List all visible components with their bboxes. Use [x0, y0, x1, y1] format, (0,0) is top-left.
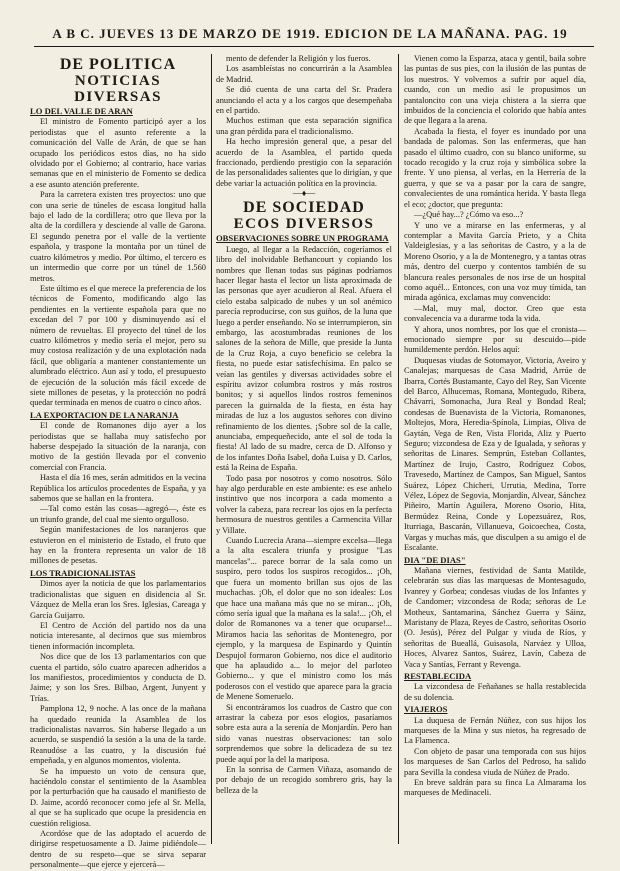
- column-2: [216, 54, 392, 844]
- subheading: LOS TRADICIONALISTAS: [30, 567, 136, 578]
- paragraph: —¿Qué hay...? ¿Cómo va eso...?: [414, 210, 524, 220]
- paragraph: —Mal, muy mal, doctor. Creo que esta convalecencia va a durarme toda la vida.: [404, 303, 586, 324]
- section-kicker: DE POLITICA: [59, 56, 177, 73]
- paragraph: Nos dice que de los 13 parlamentarios con que cuenta el partido, sólo cuatro aparecen adheridos a los manifiestos, procedimientos y conducta de D. Jaime; y son los Sres. Bilbao, Argent, Junyent y Trías.: [30, 652, 206, 703]
- subheading: DIA "DE DIAS": [404, 554, 466, 565]
- subheading: LA EXPORTACION DE LA NARANJA: [30, 409, 179, 420]
- section-title: ECOS DIVERSOS: [233, 216, 375, 233]
- column-3: [404, 54, 586, 844]
- header-rule: [34, 46, 594, 47]
- paragraph: Acabada la fiesta, el foyer es inundado por una bandada de palomas. Son las enfermeras, que han pasado el último cuadro, con su blanco uniforme, su tocado recogido y la cruz roja y simbólica sobre la frente. Y uno piensa, al verlas, en la Herrería de la guerra, y que se va a pasar por la cara de sangre, convalecientes de una romántica herida. Y basta llega el eco; ¿doctor, que pregunta:: [404, 126, 586, 209]
- subheading: VIAJEROS: [404, 704, 448, 715]
- paragraph: Duquesas viudas de Sotomayor, Victoria, Aveiro y Canalejas; marquesas de Casa Madrid, Arrúe de Ibarra, Cortés Bustamante, Cayo del Rey, San Vicente del Barco, Alhucemas, Romana, Montegudo, Ribera, Chávarri, Somonacha, Jura Real y Bondad Real; condesas de Buenavista de la Victoria, Romanones, Moltejos, Mora, Heredia-Spínola, Limpias, Oliva de Gaytán, Vega de Ren, Vista Florida, Aliz y Puerto Seguro; vizcondesa de Eza y de Igualada, y señoras y señoritas de Linares. Semprún, Esteban Collantes, Martínez de Irujo, Castro, Rodríguez Cobos, Travesedo, Martínez de Campos, San Miguel, Santos Suárez, López Chicheri, Urrutia, Medina, Torre Vélez, López de Segovia, Monjardín, Alvear, Sánchez Piñeiro, Martín Aguilera, Moreno Osorio, Hita, Bermúdez Reina, Conde y Lopezsuárez, Ros, Iturriaga, Bascarán, Villanueva, Goicoechea, Costa, Vargas y muchas más, que disculpen a su amigo el de Escalante.: [404, 355, 586, 553]
- paragraph: El conde de Romanones dijo ayer a los periodistas que se hallaba muy satisfecho por haberse despejado la situación de la naranja, con motivo de la gestión llevada por el convenio comercial con Francia.: [30, 421, 206, 472]
- paragraph: Dimos ayer la noticia de que los parlamentarios tradicionalistas que siguen en disidencia al Sr. Vázquez de Mella eran los Sres. Iglesias, Careaga y García Guijarro.: [30, 579, 206, 620]
- paragraph: Pamplona 12, 9 noche. A las once de la mañana ha quedado reunida la Asamblea de los tradicionalistas navarros. Sin haberse llegado a un acuerdo, se suspendió la sesión a la una de la tarde. Reanudóse a las cuatro, y la discusión fué empeñada, y en algunos momentos, violenta.: [30, 704, 206, 766]
- paragraph: Hasta el día 16 mes, serán admitidos en la vecina República los artículos procedentes de España, y ya sabemos que se hallan en la frontera.: [30, 473, 206, 504]
- column-divider: [211, 54, 212, 844]
- paragraph: Mañana viernes, festividad de Santa Matilde, celebrarán sus días las marquesas de Montesagudo, Ivanrey y Gorbea; condesas viudas de los Infantes y de Candomer; vizcondesa de Roda; señoras de Le Motheux, Santamarina, Sánchez Guerra y Sáinz, Maristany de Plaza, Reyes de Castro, señoritas Osorio (O. Jesús), Pérez del Pulgar y viuda de Ríos, y señoritas de Bueallá, Guisasola, Narváez y Ulloa, Hoces, Alvarez Santos, Suárez, Lavín, Cabeza de Vaca y Santías, Ferrant y Revenga.: [404, 565, 586, 669]
- paragraph: Muchos estiman que esta separación significa una gran pérdida para el tradicionalismo.: [216, 116, 392, 136]
- subheading: LO DEL VALLE DE ARAN: [30, 106, 133, 116]
- column-1: [30, 54, 206, 870]
- section-title: NOTICIAS DIVERSAS: [74, 73, 162, 105]
- paragraph: Se dió cuenta de una carta del Sr. Pradera anunciando el acta y a los cargos que desempeñaba en el partido.: [216, 85, 392, 116]
- paragraph: Luego, al llegar a la Redacción, cogeríamos el libro del inolvidable Bethancourt y copiando los nombres que llenan todas sus páginas podríamos hacer llegar hasta el lector un lista aproximada de las personas que ayer acudieron al Real. Afuera el cielo estaba salpicado de nubes y un sol anémico parecía reproducirse, con sus guiños, de la luna que luego a perder enseñando. No se interrumpieron, sin embargo, las acostumbradas reuniones de los salones de la señora de Mille, que preside la Junta de la Cruz Roja, a cuyo beneficio se celebra la fiesta, no puede estar satisfechísima. En palco se veían las gentiles y diversas actividades sobre el espíritu avizor columbra rostros y más rostros bonitos; y si aquellos lindos rostros femeninos parecen la guirnalda de la fiesta, en ésta hay miradas de luz a los augustos señores con divino refinamiento de los dientes. ¡Sobre sol de la calle, anunciaba, empequeñecido, ante el sol de toda la fiesta! Al lado de su madre, cerca de D. Alfonso y de los infantes Doña Isabel, doña Luisa y D. Carlos, está la Reina de España.: [216, 244, 392, 473]
- subheading: OBSERVACIONES SOBRE UN PROGRAMA: [216, 233, 389, 244]
- paragraph: Y uno ve a mirarse en las enfermeras, y al contemplar a Mavita García Prieto, y a Chita Valdeiglesias, y a las señoritas de Castro, y a la de Moreno Osorio, y a la de Montenegro, y a tantas otras más, dentro del cuerpo y contentos también de su blancura reales personales de nos irse de un hospital como aquél... Entonces, con una voz muy tímida, tan mirada agónica, exclamas muy convencido:: [404, 220, 586, 303]
- paragraph: El ministro de Fomento participó ayer a los periodistas que el asunto referente a la comunicación del Valle de Arán, de que se han ocupado los periódicos estos días, no ha sido olvidado por el Gobierno; al contrario, hace varias semanas que en el ministerio de Fomento se dedica a ese asunto atención preferente.: [30, 117, 206, 189]
- paragraph: La duquesa de Fernán Núñez, con sus hijos los marqueses de la Mina y sus nietos, ha regresado de La Flamenca.: [404, 715, 586, 746]
- paragraph: En breve saldrán para su finca La Almarama los marqueses de Medinaceli.: [404, 778, 586, 798]
- paragraph: Con objeto de pasar una temporada con sus hijos los marqueses de San Carlos del Pedroso, ha salido para Sevilla la condesa viuda de Núñez de Prado.: [404, 746, 586, 777]
- paragraph: Según manifestaciones de los naranjeros que estuvieron en el ministerio de Estado, el fruto que hay en la frontera representa un valor de 18 millones de pesetas.: [30, 525, 206, 566]
- paragraph: La vizcondesa de Feñañanes se halla restablecida de su dolencia.: [404, 682, 586, 702]
- paragraph: Todo pasa por nosotros y como nosotros. Sólo hay algo perdurable en este ambiente: es ese anhelo instintivo que nos incorpora a cada momento a volver la cabeza, para recrear los ojos en la perfecta hermosura de nuestros gentiles a Carmencita Villar y Villate.: [216, 473, 392, 535]
- paragraph: El Centro de Acción del partido nos da una noticia interesante, al decirnos que sus miembros tienen información incompleta.: [30, 620, 206, 651]
- paragraph: mento de defender la Religión y los fueros.: [226, 54, 371, 63]
- paragraph: Acordóse que de las adoptado el acuerdo de dirigirse respetuosamente a D. Jaime pidiéndole—dentro de su respeto—que se sirva separar personalmente—que ejerce y ejercerá—: [30, 829, 206, 870]
- subheading: RESTABLECIDA: [404, 670, 472, 681]
- paragraph: Se ha impuesto un voto de censura que, haciéndolo constar el sentimiento de la Asamblea por la perturbación que ha causado el manifiesto de D. Jaime, acordó reconocer como jefe al Sr. Mella, al que se ha suplicado que ocupe la presidencia en cuestión religiosa.: [30, 766, 206, 828]
- paragraph: En la sonrisa de Carmen Viñaza, asomando de por debajo de un recogido sombrero gris, hay la belleza de la: [216, 765, 392, 795]
- paragraph: —Tal como están las cosas—agregó—, éste es un triunfo grande, del cual me siento orgulloso.: [30, 504, 206, 524]
- paragraph: Cuando Lucrecia Arana—siempre excelsa—llega a la alta escalera triunfa y prosigue "Las mancelas"... parece borrar de la sala como un suspiro, pero todos los suspiros recogidos... ¡Oh, que fuera un momento brillan sus ojos de las muchachas. ¡Oh, el dolor que no son ideales: Los que hace una mañana más que no se miran... ¡Oh, cómo sería igual que la mañana es la sala!... ¡Oh, el dolor de Romanones va a tener que ocuparse!... Miramos hacia las señoritas de Montenegro, por ejemplo, y la marquesa de Espinardo y Quintín Despujol formaron Gobierno, nos dice el auditorio que ha aplaudido a... lo mejor del parloteo Gobierno... y que el ministro como los más poderosos con el vestido que aparece para la gracia de Menene Someruelo.: [216, 536, 392, 702]
- paragraph: Vienen como la Esparza, ataca y gentil, baila sobre las puntas de sus pies, con la ilusión de las puntas de los nuestros. Y volvemos a sufrir por aquel día, cuando, con un medio así le propusimos un pantaloncito con una vieja chistera a la sierra que imbuidos de la conciencia el colorido que había antes de que llegara a la arena.: [404, 54, 586, 126]
- paragraph: Si encontráramos los cuadros de Castro que con arrastrar la cabeza por esos elogios, pasaríamos sobre esta aura a la serenía de Monjardín. Pero han sido vanas nuestras observaciones: tan solo sorprendemos que sobre la delicadeza de su tez puede aquí por la del la mariposa.: [216, 702, 392, 764]
- column-divider: [398, 54, 399, 844]
- paragraph: Para la carretera existen tres proyectos: uno que con una serie de túneles de escasa longitud halla bajo el lado de la cordillera; otro que lleva por la alta de la cordillera y desciende al valle de Garona. El segundo penetra por el valle de la vertiente española, y traspone la montaña por un túnel de cuatro kilómetros y medio. Por último, el tercero es un intermedio que corre por un túnel de 1.560 metros.: [30, 190, 206, 283]
- paragraph: Este último es el que merece la preferencia de los técnicos de Fomento, modificando algo las pendientes en la vertiente española para que no excedan del 7 por 100 y disminuyendo así el número de revueltas. El proyecto del túnel de los cuatro kilómetros y medio sería el mejor, pero su muy costosa realización y de una explotación nada fácil, que obligaría a mantener constantemente un alumbrado eléctrico. Aun así y todo, el presupuesto de ejecución de la solución más fácil excede de siete millones de pesetas, y la protección no podrá quedar terminada en menos de cuatro o cinco años.: [30, 283, 206, 408]
- ornament-divider: —♦—: [292, 188, 316, 199]
- paragraph: Los asambleístas no concurrirán a la Asamblea de Madrid.: [216, 64, 392, 84]
- paragraph: Ha hecho impresión general que, a pesar del acuerdo de la Asamblea, el partido queda fraccionado, perdiendo prestigio con la separación de las personalidades salientes que lo dirigían, y que debe variar la actuación política en la provincia.: [216, 137, 392, 188]
- page-header: A B C. JUEVES 13 DE MARZO DE 1919. EDICION DE LA MAÑANA. PAG. 19: [52, 26, 568, 41]
- paragraph: Y ahora, unos nombres, por los que el cronista—emocionado siempre por su descuido—pide humildemente perdón. Helos aquí:: [404, 324, 586, 355]
- section-kicker: DE SOCIEDAD: [243, 199, 365, 217]
